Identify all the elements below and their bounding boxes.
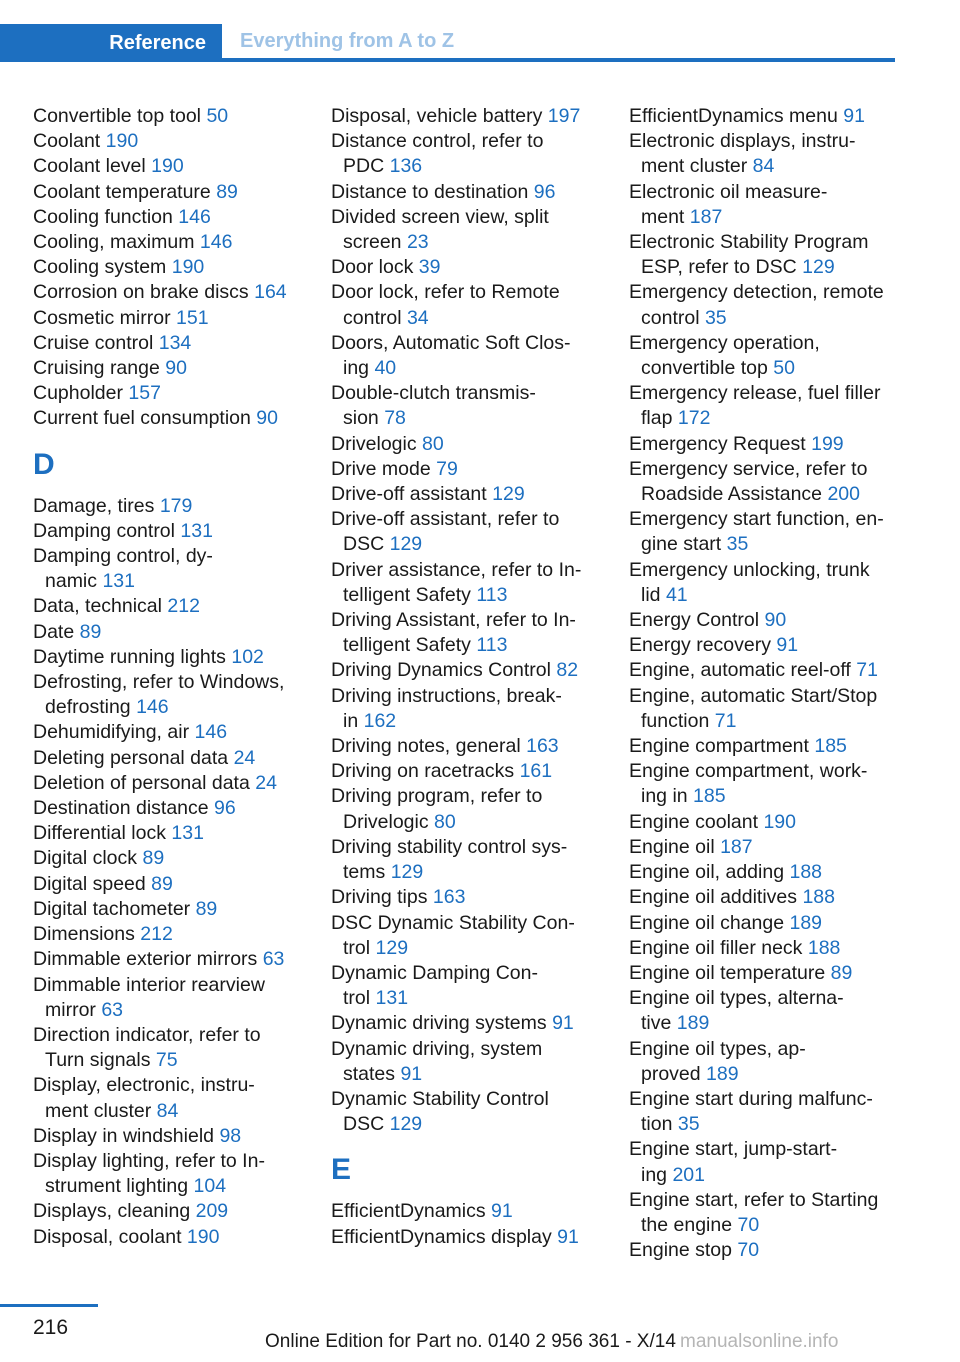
index-entry: Dynamic driving systems 91 [331,1012,574,1035]
index-entry: Display lighting, refer to In- strument lighting 104 [33,1149,265,1198]
index-entry: Digital clock 89 [33,847,165,870]
index-entry: Digital speed 89 [33,872,173,895]
index-entry: Dynamic driving, system states 91 [331,1037,543,1085]
index-entry: Drivelogic 80 [331,432,444,455]
page-reference-link[interactable]: 187 [689,205,723,228]
page-reference-link[interactable]: 131 [180,519,213,542]
index-entry: Damping control 131 [33,519,213,542]
page-reference-link[interactable]: 91 [491,1200,513,1223]
index-entry: Doors, Automatic Soft Clos- ing 40 [331,331,571,380]
index-entry: Display, electronic, instru- ment cluster 84 [33,1074,255,1122]
index-entry: Divided screen view, split screen 23 [331,205,549,254]
page-reference-link[interactable]: 162 [363,709,397,732]
page-reference-link[interactable]: 212 [140,923,173,946]
index-entry: Emergency Request 199 [629,432,844,455]
page-reference-link[interactable]: 79 [436,457,458,480]
page-reference-link[interactable]: 104 [193,1175,227,1198]
page-number: 216 [33,1316,69,1339]
page-reference-link[interactable]: 188 [802,886,835,909]
page-reference-link[interactable]: 188 [807,936,841,959]
page-reference-link[interactable]: 90 [256,407,278,430]
index-entry: Engine stop 70 [629,1239,760,1262]
page-reference-link[interactable]: 163 [526,735,559,758]
index-entry: Cooling, maximum 146 [33,231,233,254]
page-reference-link[interactable]: 185 [693,785,726,808]
page-reference-link[interactable]: 35 [704,306,727,329]
page-reference-link[interactable]: 91 [843,105,865,127]
index-entry: Emergency service, refer to Roadside Assistance 200 [629,457,868,506]
page-reference-link[interactable]: 89 [195,897,218,920]
index-entry: Engine compartment 185 [629,735,847,758]
index-letter-heading: D [33,447,55,481]
index-entry: Cosmetic mirror 151 [33,306,209,329]
index-entry: Dynamic Stability Control DSC 129 [331,1087,549,1136]
index-entry: Emergency operation, convertible top 50 [629,331,820,380]
index-entry: Emergency start function, en- gine start 35 [629,508,884,556]
index-entry: Dehumidifying, air 146 [33,721,228,744]
page-reference-link[interactable]: 80 [434,810,456,833]
index-entry: Engine, automatic reel-off 71 [629,659,878,682]
page-reference-link[interactable]: 189 [676,1012,710,1035]
page-reference-link[interactable]: 96 [214,797,236,820]
index-entry: Cruise control 134 [33,331,192,354]
page-reference-link[interactable]: 188 [789,861,823,884]
index-entry: Engine compartment, work- ing in 185 [629,760,868,808]
page-reference-link[interactable]: 197 [547,105,581,127]
index-entry: Current fuel consumption 90 [33,407,278,430]
index-entry: Driving Dynamics Control 82 [331,659,579,682]
page-reference-link[interactable]: 80 [422,432,444,455]
index-entry: Emergency detection, remote control 35 [629,281,884,329]
page-reference-link[interactable]: 70 [737,1213,760,1236]
index-entry: DSC Dynamic Stability Con- trol 129 [331,911,575,959]
page-reference-link[interactable]: 199 [811,432,844,455]
index-entry: Engine oil change 189 [629,911,823,934]
index-entry: Driving on racetracks 161 [331,760,553,783]
index-entry: Distance to destination 96 [331,180,556,203]
index-entry: Convertible top tool 50 [33,105,229,127]
page-reference-link[interactable]: 89 [830,961,853,984]
index-entry: Engine start, jump-start- ing 201 [629,1138,838,1186]
page-reference-link[interactable]: 209 [195,1200,229,1223]
index-entry: Drive-off assistant 129 [331,483,525,506]
index-entry: Damage, tires 179 [33,494,193,517]
page-reference-link[interactable]: 102 [231,645,264,668]
index-entry: Driving program, refer to Drivelogic 80 [331,785,543,833]
index-letter-heading: E [331,1153,352,1187]
page-reference-link[interactable]: 129 [390,861,424,884]
page-reference-link[interactable]: 89 [142,847,165,870]
page-reference-link[interactable]: 91 [776,634,799,657]
page-reference-link[interactable]: 71 [856,659,878,682]
index-entry: Direction indicator, refer to Turn signals 75 [33,1023,261,1072]
page-reference-link[interactable]: 78 [384,407,406,430]
page-reference-link[interactable]: 190 [105,130,139,153]
index-entry: Engine oil types, ap- proved 189 [629,1037,806,1085]
page-reference-link[interactable]: 161 [519,760,553,783]
watermark: manualsonline.info [680,1331,839,1352]
index-entry: Cooling system 190 [33,256,205,279]
page-reference-link[interactable]: 24 [233,746,256,769]
index-entry: Double-clutch transmis- sion 78 [331,382,536,430]
page-reference-link[interactable]: 71 [714,709,737,732]
index-entry: Emergency release, fuel filler flap 172 [629,382,881,430]
page-reference-link[interactable]: 70 [737,1239,760,1262]
index-entry: Engine oil types, alterna- tive 189 [629,987,844,1035]
page-reference-link[interactable]: 136 [389,155,423,178]
index-entry: Engine coolant 190 [629,810,796,833]
page-reference-link[interactable]: 89 [216,180,238,203]
page-reference-link[interactable]: 129 [389,533,423,556]
subsection-tab: Everything from A to Z [240,29,455,52]
page-reference-link[interactable]: 35 [677,1113,700,1136]
index-entry: Drive-off assistant, refer to DSC 129 [331,508,560,556]
index-entry: EfficientDynamics 91 [331,1200,513,1223]
page-reference-link[interactable]: 131 [375,987,409,1010]
index-entry: Cruising range 90 [33,357,187,380]
index-entry: Defrosting, refer to Windows, defrosting 146 [33,671,285,719]
index-entry: Electronic oil measure- ment 187 [629,180,828,228]
index-entry: Engine oil additives 188 [629,886,835,909]
index-entry: Daytime running lights 102 [33,645,264,668]
page-reference-link[interactable]: 190 [763,810,796,833]
page-reference-link[interactable]: 151 [176,306,209,329]
page-reference-link[interactable]: 39 [418,256,441,279]
index-entry: Driver assistance, refer to In- telligent Safety 113 [331,558,582,606]
page-reference-link[interactable]: 98 [219,1124,242,1147]
index-entry: Door lock 39 [331,256,441,279]
page-reference-link[interactable]: 146 [199,231,233,254]
page-reference-link[interactable]: 96 [533,180,556,203]
page-reference-link[interactable]: 189 [706,1062,739,1085]
index-entry: EfficientDynamics menu 91 [629,105,865,127]
index-entry: Cooling function 146 [33,205,211,228]
index-entry: Electronic displays, instru- ment cluster 84 [629,130,856,178]
index-entry: Dimmable interior rearview mirror 63 [33,973,265,1021]
page-reference-link[interactable]: 189 [789,911,823,934]
page-reference-link[interactable]: 146 [136,696,169,719]
index-entry: Engine start, refer to Starting the engine 70 [629,1188,879,1236]
index-entry: Dimmable exterior mirrors 63 [33,948,285,971]
page-reference-link[interactable]: 34 [406,306,429,329]
index-entry: Deleting personal data 24 [33,746,256,769]
index-column-2 [331,104,601,1250]
page-reference-link[interactable]: 84 [156,1099,179,1122]
index-entry: Engine oil temperature 89 [629,961,853,984]
index-entry: Energy Control 90 [629,609,787,632]
page-reference-link[interactable]: 201 [672,1163,705,1186]
index-entry: Date 89 [33,620,102,643]
index-entry: Driving instructions, break- in 162 [331,684,562,732]
index-entry: Energy recovery 91 [629,634,799,657]
index-entry: Driving Assistant, refer to In- telligent Safety 113 [331,609,576,657]
edition-text: Online Edition for Part no. 0140 2 956 361 - X/14 [265,1331,676,1352]
page-reference-link[interactable]: 129 [375,936,409,959]
page-reference-link[interactable]: 164 [254,281,287,304]
index-entry: EfficientDynamics display 91 [331,1225,579,1248]
page-reference-link[interactable]: 113 [476,583,508,606]
index-entry: Electronic Stability Program ESP, refer to DSC 129 [629,231,869,279]
index-entry: Display in windshield 98 [33,1124,242,1147]
index-entry: Driving notes, general 163 [331,735,559,758]
index-entry: Distance control, refer to PDC 136 [331,130,544,178]
index-entry: Engine oil filler neck 188 [629,936,841,959]
index-entry: Deletion of personal data 24 [33,771,277,794]
page-reference-link[interactable]: 63 [262,948,285,971]
page-reference-link[interactable]: 63 [101,998,124,1021]
page-reference-link[interactable]: 40 [374,357,397,380]
page-reference-link[interactable]: 185 [814,735,847,758]
page-reference-link[interactable]: 187 [720,835,753,858]
index-entry: Engine oil 187 [629,835,753,858]
header-rule [0,58,895,62]
page-reference-link[interactable]: 129 [802,256,835,279]
page-reference-link[interactable]: 179 [159,494,193,517]
page-reference-link[interactable]: 89 [79,620,102,643]
page-reference-link[interactable]: 23 [406,231,429,254]
page-reference-link[interactable]: 163 [432,886,466,909]
page-reference-link[interactable]: 89 [151,872,173,895]
index-entry: Differential lock 131 [33,822,204,845]
page-header [0,24,895,62]
page-reference-link[interactable]: 50 [206,105,229,127]
page-reference-link[interactable]: 146 [194,721,228,744]
index-column-3 [629,104,904,1263]
section-tab: Reference [0,24,222,62]
index-entry: Engine, automatic Start/Stop function 71 [629,684,878,732]
page-reference-link[interactable]: 75 [155,1049,178,1072]
index-entry: Coolant temperature 89 [33,180,238,203]
page-reference-link[interactable]: 212 [167,595,200,618]
page-reference-link[interactable]: 131 [171,822,204,845]
page-reference-link[interactable]: 82 [556,659,579,682]
page-reference-link[interactable]: 172 [677,407,711,430]
index-entry: Disposal, vehicle battery 197 [331,105,581,127]
index-entry: Data, technical 212 [33,595,200,618]
page-reference-link[interactable]: 90 [764,609,787,632]
index-entry: Disposal, coolant 190 [33,1225,220,1248]
index-entry: Dimensions 212 [33,923,173,946]
index-entry: Engine start during malfunc- tion 35 [629,1087,873,1136]
index-entry: Corrosion on brake discs 164 [33,281,287,304]
page-reference-link[interactable]: 35 [726,533,749,556]
page-reference-link[interactable]: 84 [752,155,775,178]
index-entry: Coolant level 190 [33,155,184,178]
index-entry: Damping control, dy- namic 131 [33,545,213,593]
page-reference-link[interactable]: 157 [128,382,161,405]
page-reference-link[interactable]: 90 [165,357,187,380]
index-entry: Dynamic Damping Con- trol 131 [331,961,538,1010]
page-reference-link[interactable]: 91 [400,1062,423,1085]
page-reference-link[interactable]: 190 [186,1225,220,1248]
page-reference-link[interactable]: 190 [151,155,184,178]
index-column-1 [33,104,303,1250]
page-reference-link[interactable]: 91 [552,1012,574,1035]
page-reference-link[interactable]: 129 [492,483,525,506]
page-reference-link[interactable]: 50 [773,357,795,380]
page-reference-link[interactable]: 113 [476,634,508,657]
page-reference-link[interactable]: 91 [557,1225,579,1248]
index-entry: Coolant 190 [33,130,139,153]
index-entry: Digital tachometer 89 [33,897,218,920]
page-reference-link[interactable]: 200 [827,483,860,506]
page-reference-link[interactable]: 131 [102,570,135,593]
page-reference-link[interactable]: 41 [665,583,688,606]
index-entry: Drive mode 79 [331,457,458,480]
index-entry: Driving stability control sys- tems 129 [331,835,568,884]
page-reference-link[interactable]: 146 [178,205,211,228]
footer-rule [0,1304,98,1307]
page-reference-link[interactable]: 190 [171,256,205,279]
page-reference-link[interactable]: 134 [158,331,192,354]
index-entry: Engine oil, adding 188 [629,861,823,884]
index-entry: Emergency unlocking, trunk lid 41 [629,558,870,606]
index-entry: Destination distance 96 [33,797,236,820]
page-reference-link[interactable]: 129 [389,1113,423,1136]
index-entry: Displays, cleaning 209 [33,1200,229,1223]
page-reference-link[interactable]: 24 [255,771,277,794]
index-entry: Cupholder 157 [33,382,161,405]
index-entry: Door lock, refer to Remote control 34 [331,281,560,329]
index-entry: Driving tips 163 [331,886,466,909]
